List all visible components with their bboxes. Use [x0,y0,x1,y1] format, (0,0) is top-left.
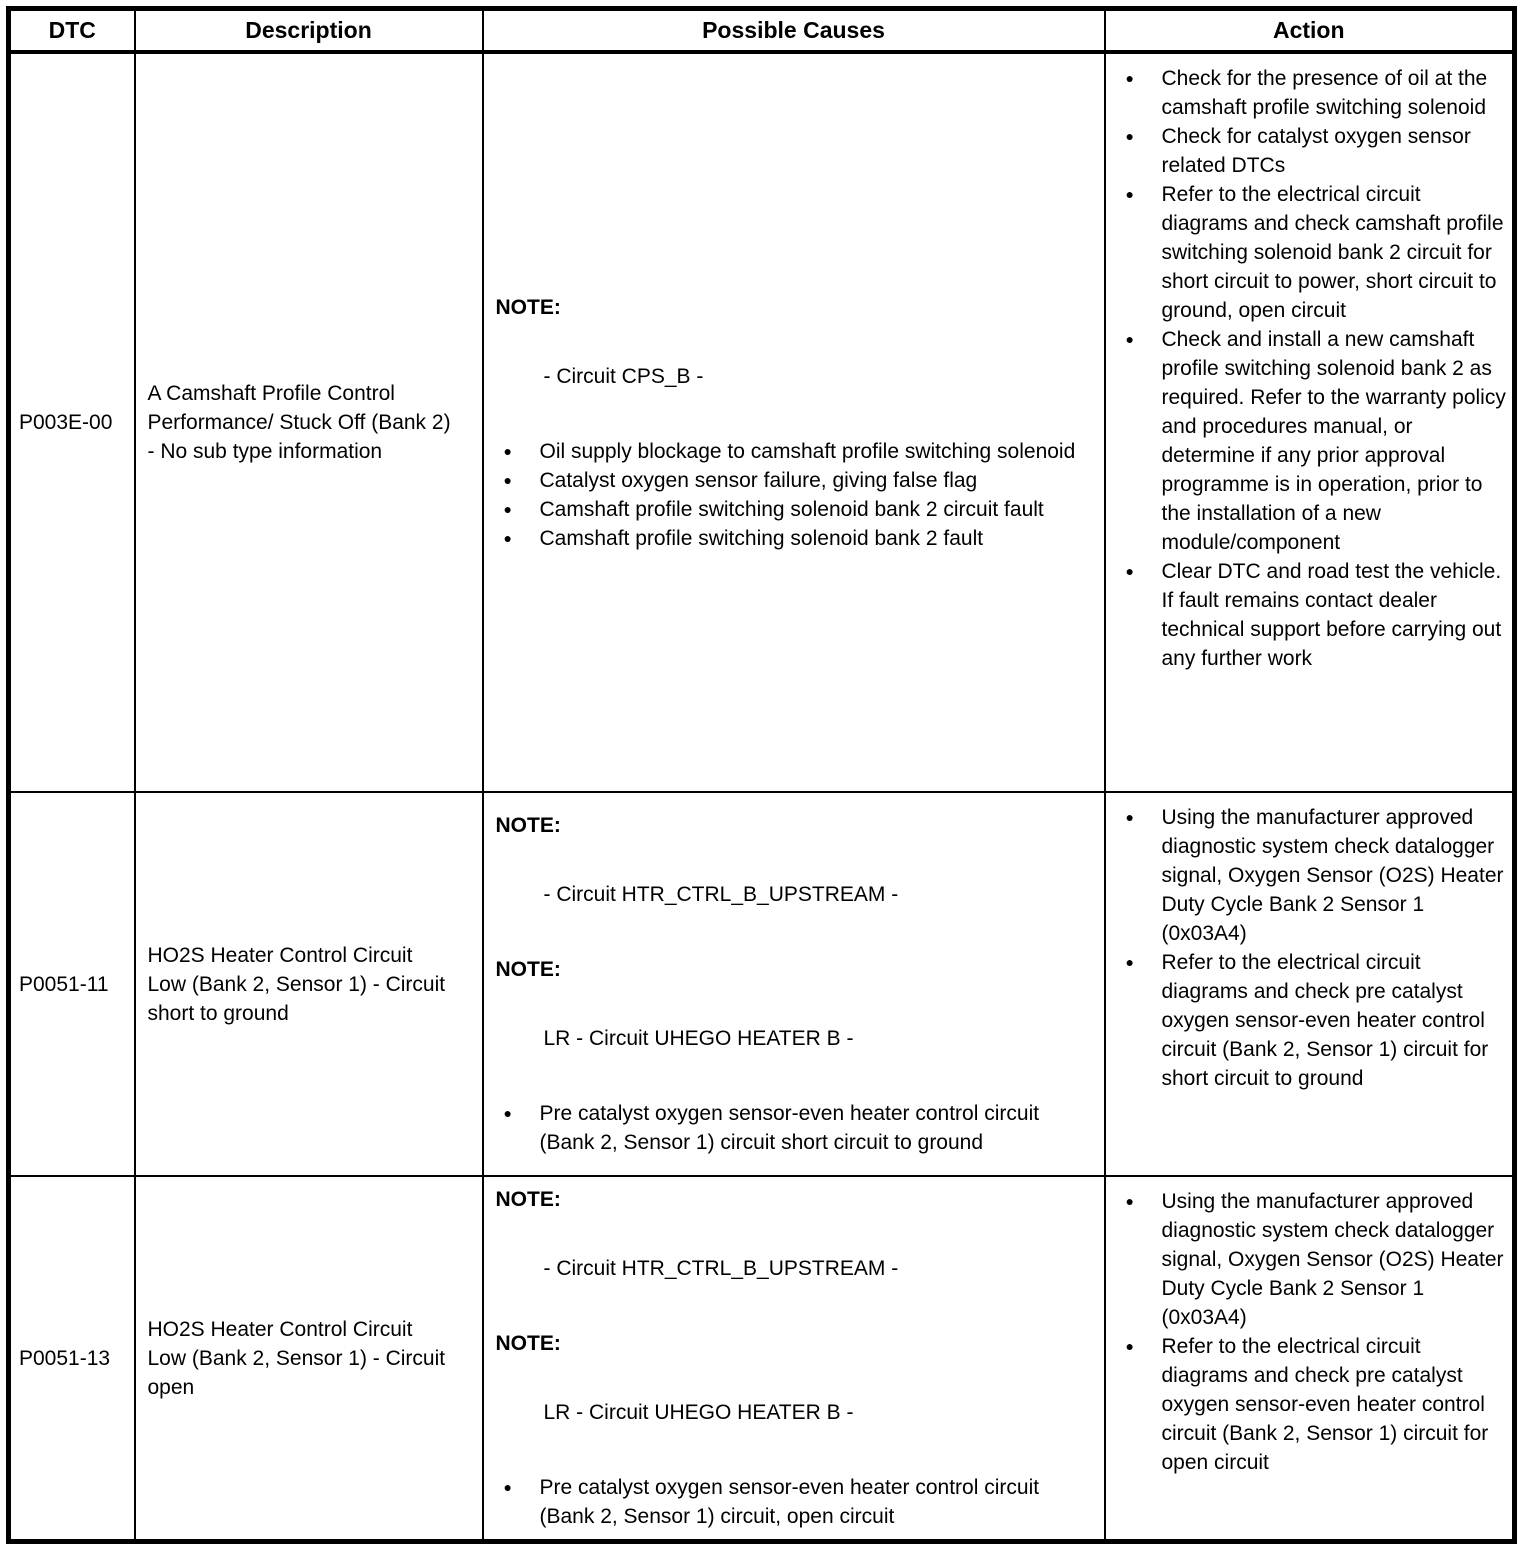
note-label: NOTE: [495,814,561,837]
bullet-icon: ● [1125,954,1134,970]
note-circuit: LR - Circuit UHEGO HEATER B - [543,1027,854,1050]
bullet-text: Pre catalyst oxygen sensor-even heater control circuit (Bank 2, Sensor 1) circuit, open circuit [539,1476,1040,1528]
action-cell [1105,1176,1515,1542]
bullet-icon: ● [1125,1193,1134,1209]
note-label: NOTE: [495,1332,561,1355]
action-cell [1105,52,1515,792]
causes-content [496,811,1096,1157]
note-label: NOTE: [495,1188,561,1211]
bullet-icon: ● [503,442,512,459]
bullet-item [1118,180,1509,325]
bullet-text: Refer to the electrical circuit diagrams and check pre catalyst oxygen sensor-even heater control circuit (Bank 2, Sensor 1) circuit for short circuit to ground [1161,951,1489,1090]
possible-causes-cell [483,792,1105,1176]
note-circuit: - Circuit HTR_CTRL_B_UPSTREAM - [543,1257,899,1280]
note-label: NOTE: [495,295,561,319]
possible-causes-cell [483,1176,1105,1542]
table-row [9,1176,1515,1542]
causes-content [496,293,1096,553]
bullet-text: Camshaft profile switching solenoid bank 2 fault [539,526,984,550]
dtc-cell [9,792,135,1176]
bullet-item [496,466,1096,495]
header-dtc: DTC [9,9,135,53]
note-label: NOTE: [495,958,561,981]
bullet-item [496,495,1096,524]
bullet-text: Using the manufacturer approved diagnostic system check datalogger signal, Oxygen Sensor (O2S) Heater Duty Cycle Bank 2 Sensor 1 (0x03A4) [1161,1190,1504,1329]
header-possible-causes: Possible Causes [483,9,1105,53]
action-cell [1105,792,1515,1176]
description-cell: HO2S Heater Control Circuit Low (Bank 2, Sensor 1) - Circuit open [135,1176,483,1542]
dtc-code: P003E-00 [19,411,113,434]
bullet-item [496,524,1096,553]
bullet-icon: ● [503,1105,512,1121]
bullet-icon: ● [1125,809,1134,825]
bullet-text: Refer to the electrical circuit diagrams and check camshaft profile switching solenoid bank 2 circuit for short circuit to power, short circuit to ground, open circuit [1161,183,1504,322]
bullet-icon: ● [1125,128,1134,144]
dtc-code: P0051-13 [19,1346,111,1370]
bullet-icon: ● [1125,70,1134,86]
bullet-icon: ● [1125,186,1134,202]
note-circuit: LR - Circuit UHEGO HEATER B - [543,1401,854,1424]
bullet-item [1118,1187,1509,1332]
bullet-item [496,1099,1096,1157]
header-row [9,9,1515,53]
bullet-item [1118,122,1509,180]
bullet-item [496,437,1096,466]
bullet-text: Check for catalyst oxygen sensor related DTCs [1161,125,1471,177]
bullet-item [1118,557,1509,673]
table-row [9,792,1515,1176]
bullet-text: Clear DTC and road test the vehicle. If fault remains contact dealer technical support before carrying out any further work [1161,560,1502,670]
dtc-cell [9,1176,135,1542]
bullet-item [1118,803,1509,948]
bullet-item [1118,1332,1509,1477]
bullet-icon: ● [503,500,512,517]
dtc-table [6,6,1517,1544]
bullet-text: Refer to the electrical circuit diagrams and check pre catalyst oxygen sensor-even heater control circuit (Bank 2, Sensor 1) circuit for open circuit [1161,1335,1489,1474]
causes-content [496,1185,1096,1531]
description-cell: HO2S Heater Control Circuit Low (Bank 2, Sensor 1) - Circuit short to ground [135,792,483,1176]
bullet-item [1118,325,1509,557]
bullet-item [1118,64,1509,122]
bullet-icon: ● [1125,331,1134,347]
note-circuit: - Circuit HTR_CTRL_B_UPSTREAM - [543,883,899,906]
bullet-icon: ● [503,529,512,546]
note-circuit: - Circuit CPS_B - [543,364,704,388]
bullet-icon: ● [503,1479,512,1495]
header-description: Description [135,9,483,53]
bullet-text: Camshaft profile switching solenoid bank 2 circuit fault [539,497,1044,521]
table-body [9,52,1515,1542]
bullet-text: Check for the presence of oil at the camshaft profile switching solenoid [1161,67,1488,119]
table-row [9,52,1515,792]
bullet-text: Check and install a new camshaft profile switching solenoid bank 2 as required. Refer to the warranty policy and procedures manual, or determine if any prior approval programme is in operation, prior to the installation of a new module/component [1161,328,1506,554]
dtc-code: P0051-11 [19,972,109,996]
bullet-text: Catalyst oxygen sensor failure, giving false flag [539,468,978,492]
description-cell: A Camshaft Profile Control Performance/ Stuck Off (Bank 2) - No sub type information [135,52,483,792]
bullet-item [1118,948,1509,1093]
dtc-cell [9,52,135,792]
bullet-icon: ● [1125,1338,1134,1354]
bullet-text: Pre catalyst oxygen sensor-even heater control circuit (Bank 2, Sensor 1) circuit short circuit to ground [539,1102,1040,1154]
bullet-text: Using the manufacturer approved diagnostic system check datalogger signal, Oxygen Sensor (O2S) Heater Duty Cycle Bank 2 Sensor 1 (0x03A4) [1161,806,1504,945]
bullet-item [496,1473,1096,1531]
bullet-icon: ● [503,471,512,488]
bullet-text: Oil supply blockage to camshaft profile switching solenoid [539,439,1076,463]
header-action: Action [1105,9,1515,53]
bullet-icon: ● [1125,563,1134,579]
table-header [9,9,1515,53]
possible-causes-cell [483,52,1105,792]
